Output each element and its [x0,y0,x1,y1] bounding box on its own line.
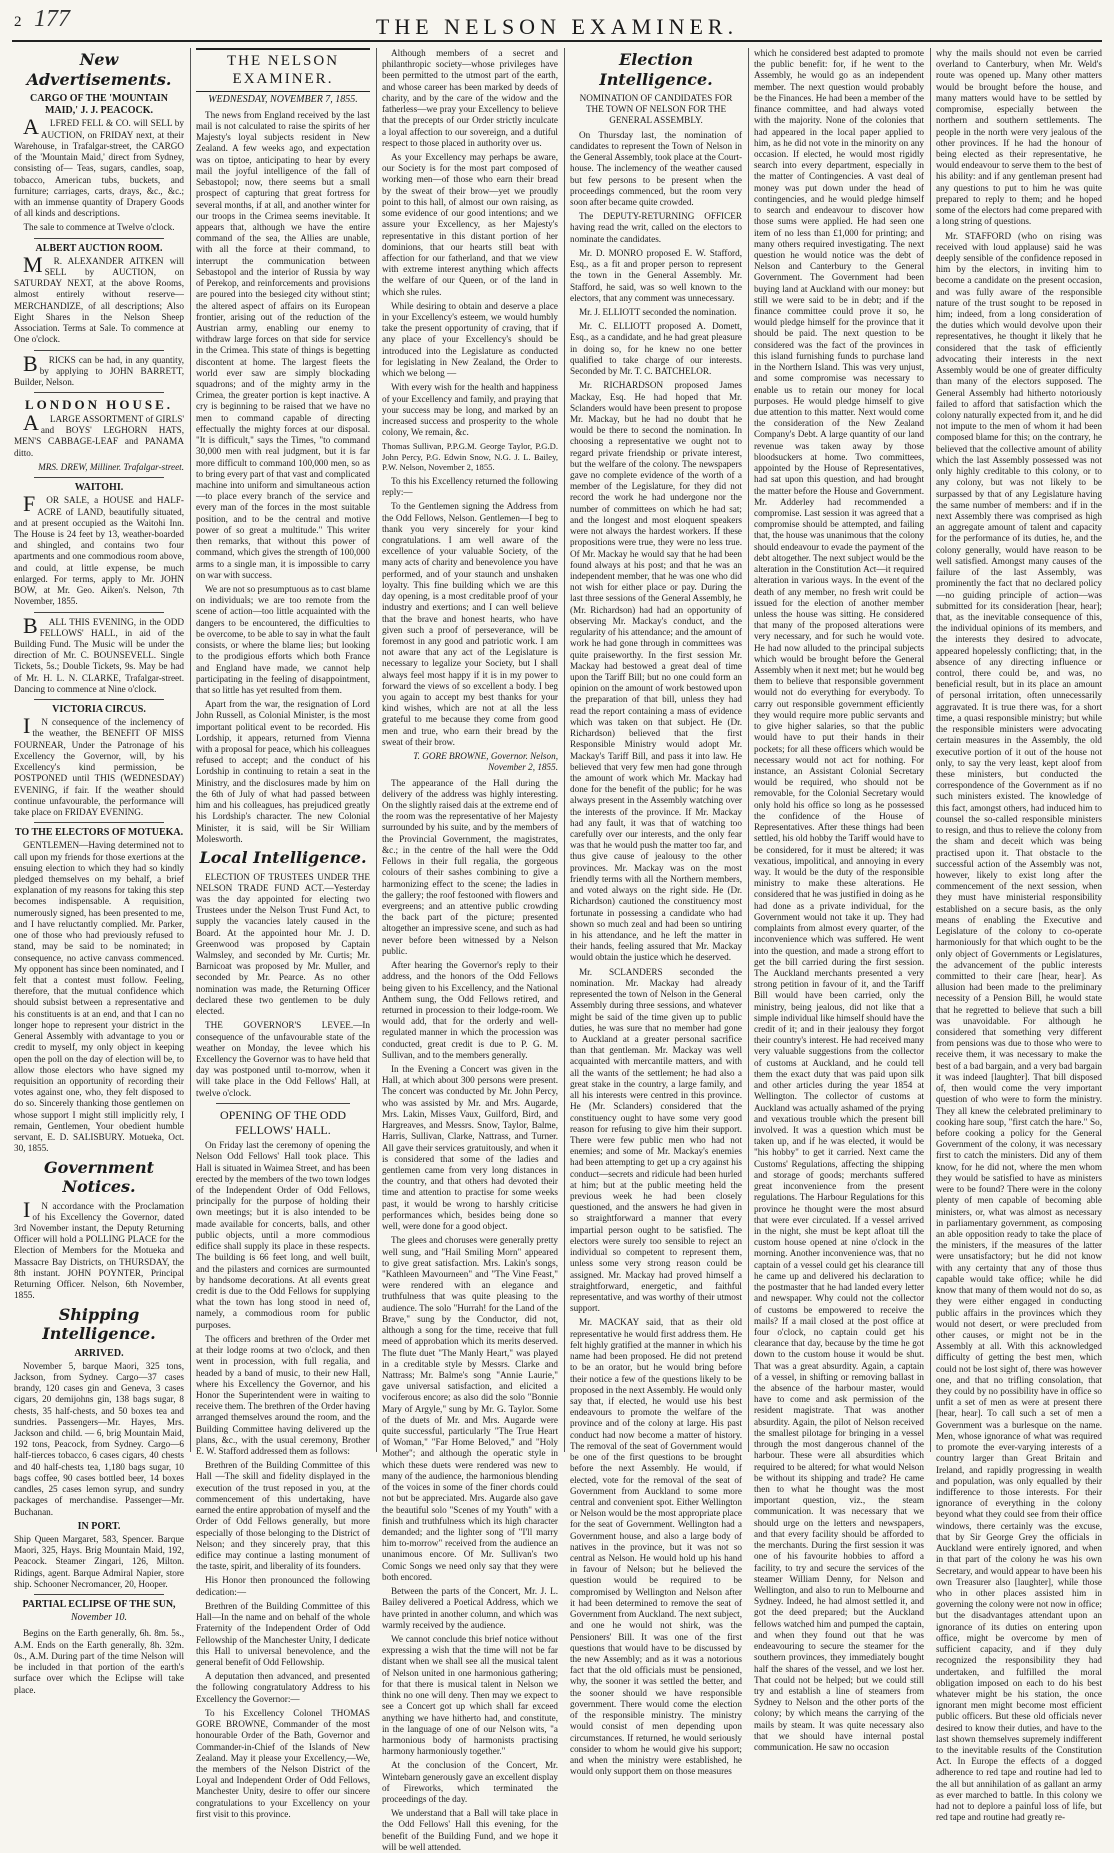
article-paragraph: While desiring to obtain and deserve a place in your Excellency's esteem, we would humbly take the present opportunity of craving, that if any place of your Excellency's should be introduced into the Legislature as conducted for legislating in New Zealand, the Order to which we belong — [382,300,558,379]
article-headline: NOMINATION OF CANDIDATES FOR THE TOWN OF NELSON FOR THE GENERAL ASSEMBLY. [579,93,733,126]
section-title-local-intelligence: Local Intelligence. [199,848,367,867]
article-paragraph: A deputation then advanced, and presented the following congratulatory Address to his Excellency the Governor:— [196,1671,370,1704]
divider [34,699,164,700]
notice-body: IN accordance with the Proclamation of his Excellency the Governor, dated 3rd November instant, the Deputy Returning Officer will hold a POLLING PLACE for the Election of Members for the Motueka and Massacre Bay Districts, on THURSDAY, the 8th instant. JOHN POYNTER, Principal Returning Officer. Nelson, 6th November, 1855. [14,1196,184,1301]
column-3 [382,48,558,1852]
column-6 [936,48,1102,1823]
ad-body: BRICKS can be had, in any quantity, by applying to JOHN BARRETT, Builder, Nelson. [14,350,184,387]
ad-body: BALL THIS EVENING, in the ODD FELLOWS' HALL, in aid of the Building Fund. The Music will be under the direction of Mr. C. BOUNSEVELL. Single Tickets, 5s.; Double Tickets, 9s. May be had of Mr. H. L. N. CLARKE, Trafalgar-street. Dancing to commence at Nine o'clock. [14,612,184,694]
eclipse-date: November 10. [70,1612,128,1624]
article-paragraph: To his Excellency Colonel THOMAS GORE BROWNE, Commander of the most honourable Order of the Bath, Governor and Commander-in-Chief of the Islands of New Zealand. May it please your Excellency,—We, the members of the Nelson District of the Loyal and Independent Order of Odd Fellows, Manchester Unity, desire to offer our sincere congratulations to your Excellency on your first visit to this province. [196,1707,370,1819]
ad-body: MR. ALEXANDER AITKEN will SELL by AUCTION, on SATURDAY NEXT, at the above Rooms, almost entirely without reserve— MERCHANDIZE, of all descriptions; Also Eight Shares in the Nelson Sheep Association. Terms at Sale. To commence at One o'clock. [14,251,184,345]
article-paragraph: Brethren of the Building Committee of this Hall —The skill and fidelity displayed in the execution of the trust reposed in you, at the commencement of this undertaking, have earned the entire approbation of myself and the Order of Odd Fellows generally, but more especially of those belonging to the District of Nelson; and they sincerely pray, that this edifice may continue a lasting monument of the taste, spirit, and liberality of its founders. [196,1460,370,1572]
editorial-paragraph: The news from England received by the last mail is not calculated to raise the spirits of her Majesty's loyal subjects resident in New Zealand. A few weeks ago, and expectation was on tiptoe, anticipating to hear by every mail the joyful intelligence of the fall of Sebastopol; now, there seems but a small prospect of capturing that great fortress for several months, if at all, and another winter for our troops in the Crimea seems inevitable. It appears that, although we have the entire command of the sea, the Allies are unable, with all the force at their command, to interrupt the communication between Sebastopol and the interior of Russia by way of Perekop, and reinforcements and provisions are poured into the besieged city without stint; the altered aspect of affairs on its European frontier, arising out of the reduction of the Austrian army, enabling our enemy to withdraw large forces on that side for service in the Crimea. This state of things is begetting discontent at home. The largest fleets the world ever saw are simply blockading squadrons; and of the mighty army in the Crimea, the greater portion is kept inactive. A cry is beginning to be raised that we have no men to command capable of directing effectually the mighty forces at our disposal. "It is difficult," says the Times, "to command 30,000 men with real judgment, but it is far more difficult to command 100,000 men, so as to bring every part of that vast and complicated machine into uniform and simultaneous action—to place every branch of the service and every man of the forces in the most suitable position, and to be the central and motive power of so great a multitude." This writer then remarks, that without this power of command, which gives the strength of 100,000 arms to a single man, it is impossible to carry on war with success. [196,109,370,580]
column-1 [14,48,184,1695]
column-5 [754,48,924,1753]
ad-body: GENTLEMEN—Having determined not to call upon my friends for those exertions at the ensuing election to which they had so kindly pledged themselves on my behalf, a brief explanation of my reasons for taking this step becomes indispensable. A requisition, numerously signed, has been presented to me, and I have reluctantly complied. Mr. Parker, one of those who had previously refused to stand, may be said to be nominated; in consequence, no active canvass commenced. My opponent has since been nominated, and I felt that a contest must follow. Feeling, therefore, that the mutual confidence which should subsist between a representative and his constituents is at an end, and that I can no longer hope to represent your district in the General Assembly with advantage to you or credit to myself, my only object in keeping open the poll on the day of election will be, to allow those electors who have signed my requisition an opportunity of recording their votes against one, who, they felt disposed to do so. Sincerely thanking those gentlemen on whose support I might still implicitly rely, I remain, Gentlemen, Your obedient humble servant, E. D. SALISBURY. Motueka, Oct. 30, 1855. [14,840,184,1154]
divider [34,350,164,351]
divider [216,1103,350,1104]
article-paragraph: Mr. STAFFORD (who on rising was received with loud applause) said he was deeply sensible of the confidence reposed in him by the electors, in inviting him to become a candidate on the present occasion, and was fully aware of the responsible nature of the trust sought to be reposed in him; indeed, from a long consideration of the duties which would devolve upon their representatives, he thought it likely that he considered that the task of efficiently advocating their interests in the next Assembly would be one of greater difficulty than many of the electors supposed. The General Assembly had hitherto notoriously failed to afford that satisfaction which the colony naturally expected from it, and he did not impute to the men of whom it had been composed blame for this; on the contrary, he believed that the collective amount of ability which the last Assembly possessed was not only highly creditable to this colony, or to any colony, but was not likely to be surpassed by that of any Legislature having the same number of members: and if in the next Assembly there was comprised as high an aggregate amount of talent and capacity for the performance of its duties, he, and the colony generally, would have reason to be well satisfied. Amongst many causes of the failure of the last Assembly, was prominently the fact that no declared policy—no guiding principle of action—was submitted for its consideration [hear, hear]; that, as the inevitable consequence of this, the individual opinions of its members, and the interests they desired to advocate, appeared hopelessly conflicting; that, in the absence of any directing influence or control, there could be, and was, no beneficial result, but in its place an amount of personal irritation, often unnecessarily aggravated. It is true there was, for a short time, a quasi responsible ministry; but while the responsible ministers were advocating certain measures in the Assembly, the old executive portion of it out of the house not only, to say the very least, kept aloof from these ministers, but conducted the correspondence of the Government as if no such ministers existed. The knowledge of this fact, amongst others, had induced him to counsel the so-called responsible ministers to resign, and thus to relieve the colony from the sham and deceit which was being practised upon it. That obstacle to the successful action of the Assembly was not, however, likely to exist long after the commencement of the next session, when they must have ministerial responsibility established on a secure basis, as the only means of enabling the Executive and Legislature of the colony to co-operate harmoniously for that which ought to be the only object of Governments or Legislatures, the advancement of the public interests committed to their care [hear, hear]. As allusion had been made to the preliminary necessity of a Pension Bill, he would state that he regretted to believe that such a bill was unavoidable. For although he considered that something very different from pensions was due to those who were to receive them, it was necessary to make the best of a bad bargain, and a very bad bargain it was indeed [laughter]. That bill disposed of, then would come the very important question of who were to form the ministry. They all knew the celebrated preliminary to cooking hare soup, "first catch the hare." So, before cooking a policy for the General Government of the colony, it was necessary first to catch the ministers. Did any of them know, for he did not, where the men whom they would be satisfied to have as ministers were to be found? There were in the colony plenty of men capable of becoming able ministers, or, what was almost as necessary in parliamentary government, as composing an able opposition ready to take the place of the ministers, if the measures of the latter were unsatisfactory; but he did not know with any certainty that any of those thus capable would take office; while he did know that many of them would not do so, as they were either engaged in conducting public affairs in the provinces which they would not desert, or were precluded from other causes, or might not be in the Assembly at all. With this acknowledged difficulty of getting the best men, which could not be lost sight of, there was however one, and that no trifling consolation, that they could by no possibility have in office so unfit a set of men as were at present there [hear, hear]. To call such a set of men a Government was a burlesque on the name. Men, whose ignorance of what was required to promote the ever-varying interests of a country larger than Great Britain and Ireland, and rapidly progressing in wealth and population, was only equalled by their indifference to those interests. For their ignorance of everything in the colony beyond what they could see from their office windows, there certainly was the excuse, that by Sir George Grey the officials in Auckland were entirely ignored, and when in that part of the colony he was his own Secretary, and would appear to have been his own Treasurer also [laughter], while those who in other places assisted him in governing the colony were not now in office; but the disadvantages attendant upon an ignorance of its duties on entering upon office, might be overcome by men of sufficient capacity, and if they duly recognized the responsibility they had undertaken, and fulfilled the moral obligation imposed on each to do his best whatever might be his station, the once ignorant men might become most efficient public officers. But these old officials never desired to know their duties, and have to the last shown themselves supremely indifferent to the inevitable results of the Constitution Act. In Europe the effects of a dogged adherence to red tape and routine had led to the all but annihilation of as gallant an army as ever marched to battle. In this colony we had not to deplore a painful loss of life, but red tape and routine had greatly re- [936,230,1102,1823]
divider [34,392,164,393]
ad-title: CARGO OF THE 'MOUNTAIN MAID,' J. J. PEACOCK. [30,93,168,117]
handwritten-annotation: 177 [34,6,70,32]
shipping-list: Ship Queen Margaret, 583, Spencer. Barque Maori, 325, Hays. Brig Mountain Maid, 192, Peacock. Steamer Zingari, 126, Milton. Ridings, agent. Barque Admiral Napier, store ship. Schooner Necromancer, 20, Hooper. [14,1533,184,1589]
page-number: 2 [14,14,22,30]
local-item: ELECTION OF TRUSTEES UNDER THE NELSON TRADE FUND ACT.—Yesterday was the day appointed for electing two Trustees under the Nelson Trust Fund Act, to supply the vacancies lately caused in the Board. At the appointed hour Mr. J. D. Greenwood was proposed by Captain Walmsley, and seconded by Mr. Curtis; Mr. Barnicoat was proposed by Mr. Muller, and seconded by Mr. Pearce. As no other nomination was made, the Returning Officer declared these two gentlemen to be duly elected. [196,871,370,1017]
article-paragraph: Mr. J. ELLIOTT seconded the nomination. [579,306,737,317]
editorial-paragraph: We are not so presumptuous as to cast blame on individuals; we are too remote from the scene of action—too little acquainted with the dangers to be encountered, the difficulties to be overcome, to be able to say in what the fault consists, or where the blame lies; but looking to the prodigious efforts which both France and England have made, we cannot help participating in the feeling of disappointment, that so little has yet resulted from them. [196,583,370,695]
article-paragraph: At the conclusion of the Concert, Mr. Wintebarn generously gave an excellent display of Fireworks, which terminated the proceedings of the day. [382,1760,558,1805]
divider [34,612,164,613]
article-headline: OPENING OF THE ODD FELLOWS' HALL. [219,1107,347,1137]
ad-body: ALARGE ASSORTMENT of GIRLS' and BOYS' LEGHORN HATS, MEN'S CABBAGE-LEAF and PANAMA ditto. [14,410,184,458]
eclipse-body: Begins on the Earth generally, 6h. 8m. 5s., A.M. Ends on the Earth generally, 8h. 32m. 0s., A.M. During part of the time Nelson will be included in that portion of the earth's surface over which the Eclipse will take place. [14,1628,184,1695]
address-signatories: Thomas Sullivan, P.P.G.M. George Taylor, P.G.D. John Percy, P.G. Edwin Snow, N.G. J. L. Bailey, P.W. Nelson, November 2, 1855. [382,441,558,473]
article-paragraph: The appearance of the Hall during the delivery of the address was highly interesting. On the slightly raised dais at the extreme end of the room was the representative of her Majesty surrounded by his suite, and by the members of the Provincial Government, the magistrates, &c.; in the centre of the hall were the Odd Fellows in their full regalia, the gorgeous colours of their sashes combining to give a harmonizing effect to the scene; the ladies in the gallery; the roof festooned with flowers and evergreens; and an attentive public crowding the back part of the picture; presented altogether an impressive scene, and such as had never before been witnessed by a Nelson public. [382,777,558,956]
article-paragraph: His Honor then pronounced the following dedication:— [196,1575,370,1597]
column-divider [190,48,191,1452]
ad-title: VICTORIA CIRCUS. [52,704,146,716]
divider [34,477,164,478]
divider [34,1594,164,1595]
divider [34,822,164,823]
article-paragraph: In the Evening a Concert was given in the Hall, at which about 300 persons were present. The concert was conducted by Mr. John Percy, who was assisted by Mr. and Mrs. Augarde, Mrs. Lakin, Misses Vaux, Guilford, Bird, and Hargreaves, and Messrs. Snow, Taylor, Balme, Harris, Sullivan, Clarke, Nattrass, and Turner. All gave their services gratuitously, and when it is considered that some of the ladies and gentlemen came from very long distances in the country, and that others had devoted their time and attention to practise for some weeks past, it would be wrong to harshly criticise performances which, besides being done so well, were done for a good object. [382,1064,558,1232]
ad-note: The sale to commence at Twelve o'clock. [23,222,175,233]
column-2 [196,48,371,1819]
article-paragraph: As your Excellency may perhaps be aware, our Society is for the most part composed of working men—of those who earn their bread by the sweat of their brow—yet we proudly point to this hall, of almost our own raising, as some evidence of our good intentions; and we assure your Excellency, as her Majesty's representative in this distant portion of her dominions, that our hearts still beat with affection for our fatherland, and that we view with extreme interest anything which affects the welfare of our Queen, or of the land in which she rules. [382,151,558,297]
article-paragraph: With every wish for the health and happiness of your Excellency and family, and praying that your success may be long, and marked by an increased success and prosperity to the whole colony, We remain, &c. [382,382,558,438]
article-paragraph: To the Gentlemen signing the Address from the Odd Fellows, Nelson. Gentlemen—I beg to thank you very sincerely for your kind congratulations. I am well aware of the excellence of your valuable Society, of the many acts of charity and benevolence you have performed, and of your staunch and unshaken loyalty. This fine building which we are this day opening, is a most creditable proof of your industry and exertions; and I can well believe that the brave and honest hearts, who have given such a proof of perseverance, will be foremost in any good and patriotic work. I am not aware that any act of the Legislature is necessary to legalize your Society, but I shall always feel most happy if it is in my power to forward the views of so excellent a body. I beg you again to accept my best thanks for your kind wishes, which are not at all the less grateful to me because they come from good men and true, who earn their bread by the sweat of their brow. [382,501,558,747]
article-paragraph: Mr. MACKAY said, that as their old representative he would first address them. He felt highly gratified at the manner in which his name had been proposed. He did not pretend to be an orator, but he would bring before their notice a few of the questions likely to be proposed in the next Assembly. He would only say that, if elected, he would use his best endeavours to promote the welfare of the province and of the colony at large. His past conduct had now become a matter of history. The removal of the seat of Government would be one of the first questions to be brought before the next Assembly. He would, if elected, vote for the removal of the seat of Government from Auckland to some more central and convenient spot. Either Wellington or Nelson would be the most appropriate place for the seat of Government. Wellington had a Government house, and also a large body of natives in the province, but it was not so central as Nelson. He would hold up his hand in favour of Nelson; but he believed the question would be required to be compromised by Wellington and Nelson after it had been determined to remove the seat of Government from Auckland. The next subject, and one he would not shirk, was the Pensioners' Bill. It was one of the first questions that would have to be discussed by the new Assembly; and as it was a notorious fact that the old officials must be pensioned, why, the sooner it was settled the better, and the sooner should we have responsible government. There would come the election of the responsible ministry. The ministry would consist of men depending upon circumstances. If returned, he would seriously consider to whom he would give his support; and when the ministry were established, he would only support them on those measures [570,1317,742,1777]
shipping-body: November 5, barque Maori, 325 tons, Jackson, from Sydney. Cargo—37 cases brandy, 120 cases gin and Geneva, 3 cases cigars, 20 demijohns gin, 138 bags sugar, 8 chests, 35 half-chests, and 50 boxes tea and sundries. Passengers—Mr. Hayes, Mrs. Jackson and child. — 6, brig Mountain Maid, 192 tons, Peacock, from Sydney. Cargo—6 half-tierces tobacco, 6 cases cigars, 40 chests and 40 half-chests tea, 1,180 bags sugar, 10 bags coffee, 90 cases bottled beer, 14 boxes candles, 25 cases lemon syrup, and sundry packages of merchandise. Passenger—Mr. Buchanan. [14,1360,184,1517]
shipping-subhead: IN PORT. [77,1520,121,1532]
section-title-shipping-intelligence: Shipping Intelligence. [42,1304,156,1344]
article-paragraph: On Friday last the ceremony of opening the Nelson Odd Fellows' Hall took place. This Hall is situated in Waimea Street, and has been erected by the members of the two town lodges of the Independent Order of Odd Fellows, principally for the purpose of holding their own meetings; but it is also intended to be made available for concerts, balls, and other public objects, until a more commodious edifice shall supply its place in these respects. The building is 66 feet long, and well built, and the pilasters and cornices are surmounted by handsome decorations. At all events great credit is due to the Odd Fellows for supplying what the town has long stood in need of, namely, a commodious room for public purposes. [196,1140,371,1330]
article-paragraph: After hearing the Governor's reply to their address, and the honors of the Odd Fellows being given to his Excellency, and the National Anthem sung, the Odd Fellows retired, and returned in procession to their lodge-room. We would add, that for the orderly and well-regulated manner in which the procession was conducted, great credit is due to P. G. M. Sullivan, and to the members generally. [382,960,558,1060]
article-paragraph: Brethren of the Building Committee of this Hall—In the name and on behalf of the whole Fraternity of the Independent Order of Odd Fellowship of the Manchester Unity, I dedicate this Hall to universal benevolence, and the general benefit of Odd Fellowship. [196,1600,370,1667]
article-paragraph: Mr. SCLANDERS seconded the nomination. Mr. Mackay had already represented the town of Nelson in the General Assembly during three sessions, and whatever might be said of the time given up to public duties, he was sure that no member had gone to Auckland at a greater personal sacrifice than that gentleman. Mr. Mackay was well acquainted with mercantile matters, and with all the wants of the settlement; he had also a great stake in the country, a large family, and all his interests were centred in this province. He (Mr. Sclanders) considered that the constituency ought to have some very good reason for refusing to give him their support. There were few public men who had not enemies; and some of Mr. Mackay's enemies had been attempting to get up a cry against his conduct—secrets and ridicule had been hurled at him; but at the public meeting held the previous week he had been closely questioned, and the answers he had given in so straightforward a manner that every impartial person ought to be satisfied. The electors were surely too sensible to reject an individual so competent to represent them, unless some very strong reason could be assigned. Mr. Mackay had proved himself a straightforward, energetic, and faithful representative, and was worthy of their utmost support. [570,966,742,1314]
ad-signature: MRS. DREW, Milliner. Trafalgar-street. [38,461,184,472]
issue-date: WEDNESDAY, NOVEMBER 7, 1855. [208,93,358,105]
article-paragraph: The glees and choruses were generally pretty well sung, and "Hail Smiling Morn" appeared to give great satisfaction. Mrs. Lakin's songs, "Kathleen Mavourneen" and "The Vine Feast," were rendered with an elegance and truthfulness that was quite pleasing to the audience. The solo "Hurrah! for the Land of the Brave," sung by the Conductor, did not, although a song for the time, receive that full meed of approbation which its merits deserved. The flute duet "The Manly Heart," was played in a creditable style by Messrs. Clarke and Nattrass; Mr. Balme's song "Annie Laurie," gave universal satisfaction, and elicited a vociferous encore; as also did the solo "Bonnie Mary of Argyle," sung by Mr. G. Taylor. Some of the duets of Mr. and Mrs. Augarde were quite successful, particularly "The True Heart of Woman," "Far Home Beloved," and "Holy Mother"; and although the operatic style in which these duets were rendered was new to many of the audience, the harmonious blending of the voices in some of the finer chords could not but be appreciated. Mrs. Augarde also gave the beautiful solo "Scenes of my Youth" with a finish and truthfulness which its high character demanded; and the lighter song of "I'll marry him to-morrow" received from the audience an unanimous encore. Of Mr. Sullivan's two Comic Songs we need only say that they were both encored. [382,1235,558,1582]
column-4 [570,48,742,1777]
column-divider [564,48,565,1452]
page-header [0,0,1114,44]
article-paragraph: We understand that a Ball will take place in the Odd Fellows' Hall this evening, for the benefit of the Building Fund, and we hope it will be well attended. [382,1808,558,1852]
masthead: THE NELSON EXAMINER. [375,14,739,39]
column-divider [376,48,377,1452]
article-paragraph: why the mails should not even be carried overland to Canterbury, when Mr. Weld's route was opened up. Many other matters would be brought before the house, and many matters would have to be settled by compromise, especially between the northern and southern settlements. The people in the north were very jealous of the other provinces. If he had the honour of being elected as their representative, he would endeavour to serve them to the best of his ability: and if any gentleman present had any questions to put to him he was quite prepared to reply to them; and he hoped some of the electors had come prepared with a long string of questions. [936,48,1102,227]
article-paragraph: Between the parts of the Concert, Mr. J. L. Bailey delivered a Poetical Address, which we have printed in another column, and which was warmly received by the audience. [382,1586,558,1630]
governor-signature: T. GORE BROWNE, Governor. Nelson, November 2, 1855. [413,751,558,773]
header-rule [12,40,1102,42]
article-paragraph: To this his Excellency returned the following reply:— [382,475,558,498]
ad-title: WAITOHI. [74,482,124,494]
article-paragraph: The DEPUTY-RETURNING OFFICER having read the writ, called on the electors to nominate the candidates. [570,211,742,244]
section-title-new-advertisements: New Advertisements. [26,50,172,89]
column-divider [930,48,931,1452]
ad-title: TO THE ELECTORS OF MOTUEKA. [14,827,184,839]
paper-title: THE NELSON EXAMINER. [196,48,370,92]
section-title-election-intelligence: Election Intelligence. [599,50,713,89]
section-title-government-notices: Government Notices. [43,1157,154,1197]
divider [34,238,164,239]
ad-body: ALFRED FELL & CO. will SELL by AUCTION, on FRIDAY next, at their Warehouse, in Trafalgar-street, the CARGO of the 'Mountain Maid,' direct from Sydney, consisting of— Teas, sugars, candles, soap, tobacco, American tubs, buckets, and furniture; carriages, carts, drays, &c., &c.; with an immense quantity of Drapery Goods of all kinds and descriptions. [14,114,184,219]
article-paragraph: Mr. C. ELLIOTT proposed A. Domett, Esq., as a candidate, and he had great pleasure in doing so, for he knew no one better qualified to take charge of our interests. Seconded by Mr. T. C. BATCHELOR. [570,321,742,377]
ad-body: FOR SALE, a HOUSE and HALF-ACRE of LAND, beautifully situated, and at present occupied as the Waitohi Inn. The House is 24 feet by 13, weather-boarded and shingled, and contains two four apartments and one commodious room above, and could, at little expense, be much enlarged. For terms, apply to Mr. JOHN BOW, at Mr. Geo. Aiken's. Nelson, 7th November, 1855. [14,491,184,607]
article-paragraph: The officers and brethren of the Order met at their lodge rooms at two o'clock, and then went in procession, with full regalia, and headed by a band of music, to their new Hall, where his Excellency the Governor, and his Honor the Superintendent were in waiting to receive them. The brethren of the Order having arranged themselves around the room, and the Building Committee having delivered up the plans, &c., with the usual ceremony, Brother E. W. Stafford addressed them as follows: [196,1333,370,1457]
article-paragraph: On Thursday last, the nomination of candidates to represent the Town of Nelson in the General Assembly, took place at the Court-house. The inclemency of the weather caused but few persons to be present when the proceedings commenced, but the room very soon after became quite crowded. [570,129,742,207]
ad-title: ALBERT AUCTION ROOM. [35,242,163,254]
local-item: THE GOVERNOR'S LEVEE.—In consequence of the unfavourable state of the weather on Monday, the levee which his Excellency the Governor was to have held that day was postponed until to-morrow, when it will take place in the Odd Fellows' Hall, at twelve o'clock. [196,1020,370,1098]
eclipse-title: PARTIAL ECLIPSE OF THE SUN, [22,1599,176,1611]
editorial-paragraph: Apart from the war, the resignation of Lord John Russell, as Colonial Minister, is the most important political event to be recorded. His Lordship, it appears, returned from Vienna with a proposal for peace, which his colleagues refused to accept; and the conduct of his Lordship in continuing to retain a seat in the Ministry, and the disclosures made by him on the 6th of July of what had passed between him and his colleagues, has prejudiced greatly his Lordship's character. The new Colonial Minister, it is said, will be Sir William Molesworth. [196,699,370,844]
column-divider [748,48,749,1452]
article-paragraph: Mr. RICHARDSON proposed James Mackay, Esq. He had hoped that Mr. Sclanders would have been present to propose Mr. Mackay, but he had no doubt that he would be there to second the nomination. In choosing a representative we ought not to regard private friendship or private interest, but the welfare of the colony. The newspapers gave no complete evidence of the worth of a member of the Legislature, for they did not record the work he had undergone nor the number of committees on which he had sat; and the longest and most eloquent speakers were not always the hardest workers. If these propositions were true, they were no less true. Of Mr. Mackay he would say that he had been found always at his post; and that he was an independent member, that he was one who did not wish for either place or pay. During the last three sessions of the General Assembly, he (Mr. Richardson) had had an opportunity of observing Mr. Mackay's conduct, and the regularity of his attendance; and the amount of work he had gone through in committees was quite praiseworthy. In the first session Mr. Mackay had bestowed a great deal of time upon the Tariff Bill; but no one could form an opinion on the amount of work bestowed upon the preparation of that bill, unless they had read the report containing a mass of evidence which was taken on that subject. He (Dr. Richardson) believed that the first Responsible Ministry would adopt Mr. Mackay's Tariff Bill, and pass it into law. He believed that very few men had gone through the amount of work which Mr. Mackay had done for the benefit of the public; for he was always present in the Assembly watching over the interests of the province. If Mr. Mackay had any fault, it was that of watching too carefully over our interests, and the only fear was that he would push the matter too far, and thus give cause of jealousy to the other provinces. Mr. Mackay was on the most friendly terms with all the Northern members, and voted always on the right side. He (Dr. Richardson) cautioned the constituency most fortunate in possessing a candidate who had shown so much zeal and had been so untiring in his attendance, and he left the matter in their hands, feeling assured that Mr. Mackay would obtain the justice which he deserved. [570,380,742,963]
article-paragraph: We cannot conclude this brief notice without expressing a wish that the time will not be far distant when we shall see all the musical talent of Nelson united in one harmonious gathering; for that there is musical talent in Nelson we think no one will deny. Then may we expect to see a Concert got up which shall far exceed anything we have hitherto had, and constitute, in the language of one of our Nelson wits, "a harmonious body of harmonists practising harmony harmoniously together." [382,1633,558,1757]
article-paragraph: which he considered best adapted to promote the public benefit: for, if he went to the Assembly, he would go as an independent member. The next question would probably be the Finances. He had been a member of the finance committee, and had always voted with the majority. None of the colonies that had appeared in the local paper applied to him, as he did not vote in the minority on any occasion. If elected, he would most rigidly search into every department, especially in the matter of Contingencies. A vast deal of money was put down under the head of contingencies, and he would pledge himself to search and endeavour to discover how those sums were applied. He had seen one item of no less than £1,000 for printing; and many others required investigating. The next question he would notice was the debt of Nelson and Canterbury to the General Government. The Government had been buying land at Auckland with our money: but still we were said to be in debt; and if the finance committee could prove it so, he would pledge himself for the province that it should be paid. The next question to be considered was the fact of the provinces in this island furnishing funds to purchase land in the Northern Island. This was very unjust, and some compromise was necessary to enable us to retain our money for local purposes. He would pledge himself to give due attention to this matter. Next would come the consideration of the New Zealand Company's Debt. A large quantity of our land revenue was taken away by those bloodsuckers at home. Two committees, appointed by the House of Representatives, had sat upon this question, and had brought the matter before the House and Government. Mr. Adderley had recommended a compromise. Last session it was agreed that a compromise should be attempted, and failing that, the house was unanimous that the colony should endeavour to evade the payment of the debt altogether. The next subject would be the alteration in the Constitution Act—it required alteration in various ways. In the event of the death of any member, no fresh writ could be issued for the election of another member unless the house was sitting. He considered that many of the proposed alterations were very necessary, and for such he would vote. He had now alluded to the principal subjects which would be brought before the General Assembly when it next met; but he would beg them to believe that responsible government would not do everything for everybody. To carry out responsible government efficiently they would require more public servants and to give higher salaries, so that the public would have to put their hands in their pockets; for all these officers which would be necessary would not act for nothing. For instance, an Assistant Colonial Secretary would be required, who should not be removable, for the Colonial Secretary would only hold his office so long as he possessed the confidence of the House of Representatives. After these things had been settled, his old hobby the Tariff would have to be considered, for it must be altered; it was vexatious, impolitical, and annoying in every way. It would be the duty of the responsible ministry to make these alterations. He considered that he was justified in doing as he had done as a private individual, for the Government would not take it up. They had complaints from almost every quarter, of the inconvenience which was suffered. He went into the question, and made a strong effort to get the bill carried during the first session. The Auckland merchants presented a very strong petition in favour of it, and the Tariff Bill would have been carried, only the ministry, being jealous, did not like that a simple individual like himself should have the credit of it; and in their jealousy they forgot their country's interest. He had received many very valuable suggestions from the collector of customs at Auckland, and he could tell them the exact duty that was paid upon silk and other articles during the year 1854 at Wellington. The collector of customs at Auckland was actually ashamed of the prying and vexatious trouble which the present bill involved. It was a question which must be taken up, and if he was elected, it would be "his hobby" to get it carried. Next came the Customs' Regulations, affecting the shipping and storage of goods; merchants suffered great inconvenience from the present regulations. The Harbour Regulations for this province he thought were the most absurd that were ever circulated. If a vessel arrived in the night, she must be kept afloat till the custom house opened at nine o'clock in the morning. Another inconvenience was, that no captain of a vessel could get his clearance till he came up and delivered his declaration to the postmaster that he had landed every letter and newspaper. Why could not the collector of customs be empowered to receive the mails? If a mail closed at the post office at four o'clock, no captain could get his clearance that day, because by the time he got down to the custom house it would be shut. That was a great absurdity. Again, a captain of a vessel, in shifting or removing ballast in the absence of the harbour master, would have to come and ask permission of the resident magistrate. That was another absurdity. Again, the pilot of Nelson received the smallest pilotage for bringing in a vessel through the most dangerous channel of the harbour. These were all absurdities which required to be altered; for what would Nelson be without its shipping and trade? He came then to what he thought was the most important question, viz., the steam communication. It was necessary that we should urge on the letters and newspapers, and that every facility should be afforded to the merchants. During the first session it was one of his favourite hobbies to afford a facility, to try and secure the services of the steamer William Denny, for Nelson and Wellington, and also to run to Melbourne and Sydney. Indeed, he had almost settled it, and got the deed prepared; but the Auckland fellows watched him and pumped the captain, and when they found out that he was endeavouring to secure the steamer for the southern provinces, they immediately bought half the shares of the vessel, and we lost her. That could not be helped; but we could still try and establish a line of steamers from Sydney to Nelson and the other ports of the colony; by which means the carrying of the mails by steam. It was quite necessary also that we should have internal postal communication. He saw no occasion [754,48,924,1753]
shipping-subhead: ARRIVED. [74,1347,124,1359]
article-paragraph: Although members of a secret and philanthropic society—whose privileges have been permitted to the utmost part of the earth, and whose career has been marked by deeds of charity, and by the care of the widow and the fatherless—we pray your Excellency to believe that the precepts of our Order strictly inculcate a loyal affection to our sovereign, and a dutiful respect to those placed in authority over us. [382,48,558,148]
article-paragraph: Mr. D. MONRO proposed E. W. Stafford, Esq., as a fit and proper person to represent the town in the General Assembly. Mr. Stafford, he said, was so well known to the electors, that any comment was unnecessary. [570,247,742,303]
ad-title: LONDON HOUSE. [24,397,174,413]
ad-body: IN consequence of the inclemency of the weather, the BENEFIT OF MISS FOURNEAR, Under the Patronage of his Excellency the Governor, will, by his Excellency's kind permission, be POSTPONED until THIS (WEDNESDAY) EVENING, if fair. If the weather should continue unfavourable, the performance will take place on FRIDAY EVENING. [14,713,184,817]
